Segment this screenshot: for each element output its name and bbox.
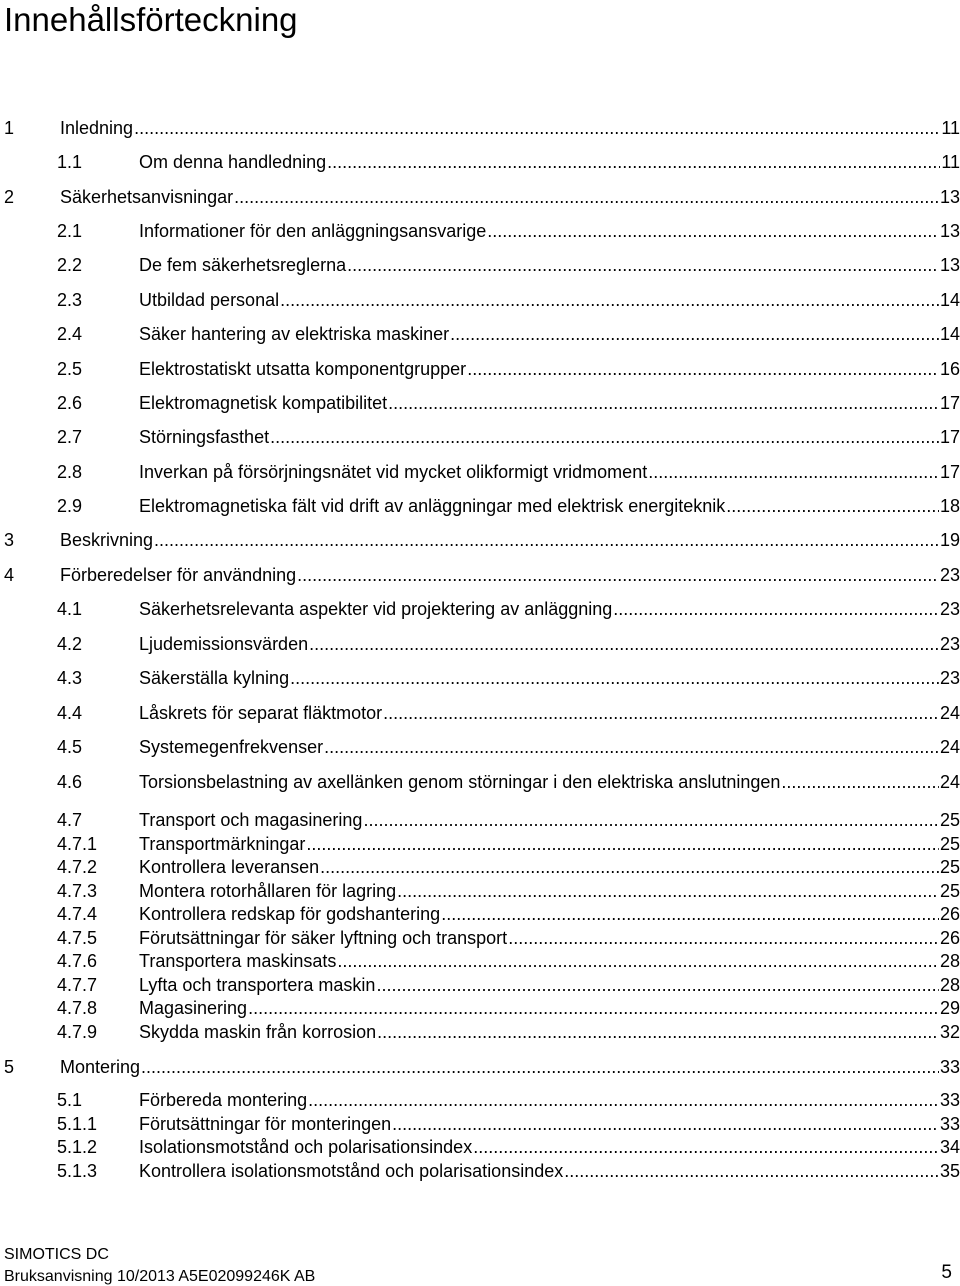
toc-entry-title[interactable]: Förutsättningar för säker lyftning och transport	[139, 928, 508, 948]
toc-entry-page: 33	[939, 1057, 960, 1077]
toc-entry[interactable]	[0, 993, 960, 1019]
toc-entry-page: 33	[939, 1114, 960, 1134]
toc-entry[interactable]	[0, 805, 960, 831]
toc-entry-number: 1	[4, 118, 15, 138]
toc-entry-page: 14	[939, 324, 960, 344]
toc-entry-number: 4.2	[57, 634, 83, 654]
toc-entry[interactable]	[0, 1156, 960, 1182]
toc-entry-page: 23	[939, 565, 960, 585]
toc-entry-title[interactable]: Säkerhetsrelevanta aspekter vid projektering av anläggning	[139, 599, 613, 619]
toc-entry[interactable]	[0, 1052, 960, 1078]
toc-entry-page: 24	[939, 703, 960, 723]
toc-entry-number: 4.5	[57, 737, 83, 757]
toc-entry-page: 11	[941, 118, 960, 138]
toc-entry[interactable]	[0, 663, 960, 689]
toc-entry-title[interactable]: De fem säkerhetsreglerna	[139, 255, 347, 275]
toc-entry-page: 13	[939, 221, 960, 241]
toc-entry-page: 18	[939, 496, 960, 516]
toc-entry[interactable]	[0, 767, 960, 793]
toc-entry-page: 24	[939, 772, 960, 792]
toc-entry-title[interactable]: Lyfta och transportera maskin	[139, 975, 376, 995]
toc-entry[interactable]	[0, 629, 960, 655]
toc-entry-title[interactable]: Om denna handledning	[139, 152, 327, 172]
toc-entry-number: 4.7.2	[57, 857, 98, 877]
toc-dot-leader	[473, 1136, 939, 1158]
toc-entry-number: 5.1	[57, 1090, 83, 1110]
toc-entry-number: 2.1	[57, 221, 83, 241]
toc-entry-number: 4.7.5	[57, 928, 98, 948]
toc-dot-leader	[270, 426, 939, 448]
toc-entry-page: 16	[939, 359, 960, 379]
toc-entry-number: 2.3	[57, 290, 83, 310]
toc-entry-number: 5.1.2	[57, 1137, 98, 1157]
toc-entry[interactable]	[0, 457, 960, 483]
toc-dot-leader	[297, 564, 939, 586]
toc-entry-number: 2.6	[57, 393, 83, 413]
toc-dot-leader	[388, 392, 939, 414]
toc-dot-leader	[134, 117, 940, 139]
toc-entry-title[interactable]: Torsionsbelastning av axellänken genom störningar i den elektriska anslutningen	[139, 772, 781, 792]
toc-entry-page: 23	[939, 634, 960, 654]
toc-entry-page: 23	[939, 599, 960, 619]
toc-entry-title[interactable]: Kontrollera leveransen	[139, 857, 320, 877]
toc-entry-title[interactable]: Säker hantering av elektriska maskiner	[139, 324, 450, 344]
toc-entry[interactable]	[0, 594, 960, 620]
toc-entry-title[interactable]: Elektromagnetiska fält vid drift av anläggningar med elektrisk energiteknik	[139, 496, 726, 516]
toc-entry[interactable]	[0, 560, 960, 586]
toc-dot-leader	[467, 358, 939, 380]
toc-entry[interactable]	[0, 422, 960, 448]
toc-entry-title[interactable]: Isolationsmotstånd och polarisationsindex	[139, 1137, 473, 1157]
toc-entry[interactable]	[0, 491, 960, 517]
toc-entry-title[interactable]: Inverkan på försörjningsnätet vid mycket olikformigt vridmoment	[139, 462, 648, 482]
toc-entry[interactable]	[0, 946, 960, 972]
toc-dot-leader	[309, 633, 939, 655]
toc-entry-number: 5.1.1	[57, 1114, 98, 1134]
toc-dot-leader	[141, 1056, 939, 1078]
toc-entry-page: 14	[939, 290, 960, 310]
toc-entry-page: 26	[939, 928, 960, 948]
toc-entry-page: 25	[939, 810, 960, 830]
toc-entry-title[interactable]: Låskrets för separat fläktmotor	[139, 703, 383, 723]
toc-dot-leader	[363, 809, 939, 831]
toc-entry-number: 2.2	[57, 255, 83, 275]
toc-entry[interactable]	[0, 319, 960, 345]
toc-entry[interactable]	[0, 354, 960, 380]
toc-entry-title[interactable]: Ljudemissionsvärden	[139, 634, 309, 654]
toc-entry-number: 4	[4, 565, 15, 585]
toc-dot-leader	[324, 736, 939, 758]
toc-entry[interactable]	[0, 698, 960, 724]
toc-entry-page: 13	[939, 255, 960, 275]
toc-entry[interactable]	[0, 250, 960, 276]
toc-entry[interactable]	[0, 899, 960, 925]
toc-dot-leader	[487, 220, 939, 242]
toc-dot-leader	[248, 997, 939, 1019]
toc-entry-title[interactable]: Transportmärkningar	[139, 834, 306, 854]
toc-entry-page: 28	[939, 975, 960, 995]
toc-entry-title[interactable]: Systemegenfrekvenser	[139, 737, 324, 757]
toc-dot-leader	[154, 529, 939, 551]
toc-entry-number: 2.7	[57, 427, 83, 447]
toc-entry[interactable]	[0, 732, 960, 758]
toc-dot-leader	[613, 598, 939, 620]
toc-entry-number: 4.3	[57, 668, 83, 688]
toc-entry-page: 24	[939, 737, 960, 757]
toc-entry-page: 19	[939, 530, 960, 550]
toc-entry-title[interactable]: Kontrollera redskap för godshantering	[139, 904, 441, 924]
toc-entry-number: 2.9	[57, 496, 83, 516]
toc-entry-number: 4.7.4	[57, 904, 98, 924]
toc-entry-title[interactable]: Förbereda montering	[139, 1090, 308, 1110]
toc-dot-leader	[337, 950, 939, 972]
toc-entry[interactable]	[0, 388, 960, 414]
footer-product: SIMOTICS DC	[4, 1246, 109, 1263]
toc-entry-title[interactable]: Elektrostatiskt utsatta komponentgrupper	[139, 359, 467, 379]
footer-document: Bruksanvisning 10/2013 A5E02099246K AB	[4, 1268, 316, 1285]
toc-entry-title[interactable]: Transportera maskinsats	[139, 951, 337, 971]
toc-dot-leader	[347, 254, 939, 276]
toc-entry[interactable]	[0, 525, 960, 551]
toc-entry-page: 28	[939, 951, 960, 971]
toc-entry-title[interactable]: Förutsättningar för monteringen	[139, 1114, 392, 1134]
toc-entry-page: 17	[939, 393, 960, 413]
toc-entry-page: 26	[939, 904, 960, 924]
page-title: Innehållsförteckning	[4, 1, 298, 38]
toc-entry[interactable]	[0, 113, 960, 139]
toc-entry-number: 4.7.3	[57, 881, 98, 901]
toc-entry-page: 33	[939, 1090, 960, 1110]
toc-entry-page: 23	[939, 668, 960, 688]
toc-dot-leader	[564, 1160, 939, 1182]
toc-dot-leader	[781, 771, 939, 793]
toc-entry-number: 3	[4, 530, 15, 550]
toc-entry-page: 34	[939, 1137, 960, 1157]
toc-entry-number: 2	[4, 187, 15, 207]
toc-entry[interactable]	[0, 1085, 960, 1111]
toc-entry-page: 25	[939, 881, 960, 901]
toc-entry-number: 1.1	[57, 152, 83, 172]
toc-entry-page: 17	[939, 462, 960, 482]
toc-entry-number: 5	[4, 1057, 15, 1077]
toc-entry-page: 11	[941, 152, 960, 172]
toc-entry-page: 25	[939, 857, 960, 877]
toc-dot-leader	[327, 151, 940, 173]
toc-dot-leader	[377, 1021, 939, 1043]
toc-dot-leader	[290, 667, 939, 689]
toc-dot-leader	[726, 495, 939, 517]
toc-dot-leader	[320, 856, 939, 878]
toc-entry-number: 2.8	[57, 462, 83, 482]
toc-entry-number: 4.7	[57, 810, 83, 830]
toc-entry-number: 4.6	[57, 772, 83, 792]
toc-entry-title[interactable]: Transport och magasinering	[139, 810, 363, 830]
toc-entry-number: 4.4	[57, 703, 83, 723]
toc-entry-title[interactable]: Inledning	[60, 118, 134, 138]
toc-dot-leader	[308, 1089, 939, 1111]
toc-entry-number: 5.1.3	[57, 1161, 98, 1181]
toc-dot-leader	[280, 289, 939, 311]
toc-entry-page: 17	[939, 427, 960, 447]
toc-entry-title[interactable]: Störningsfasthet	[139, 427, 270, 447]
toc-entry-page: 32	[939, 1022, 960, 1042]
toc-dot-leader	[450, 323, 939, 345]
toc-entry-title[interactable]: Informationer för den anläggningsansvarige	[139, 221, 487, 241]
toc-dot-leader	[383, 702, 939, 724]
toc-entry-title[interactable]: Utbildad personal	[139, 290, 280, 310]
toc-entry-title[interactable]: Säkerställa kylning	[139, 668, 290, 688]
toc-entry-page: 13	[939, 187, 960, 207]
toc-entry-page: 25	[939, 834, 960, 854]
toc-entry[interactable]	[0, 285, 960, 311]
footer-page-number: 5	[941, 1262, 952, 1283]
toc-entry-number: 2.4	[57, 324, 83, 344]
toc-entry-title[interactable]: Förberedelser för användning	[60, 565, 297, 585]
toc-entry-title[interactable]: Magasinering	[139, 998, 248, 1018]
toc-dot-leader	[234, 186, 939, 208]
toc-dot-leader	[648, 461, 939, 483]
toc-entry-title[interactable]: Elektromagnetisk kompatibilitet	[139, 393, 388, 413]
toc-entry-number: 4.7.1	[57, 834, 98, 854]
toc-entry-page: 29	[939, 998, 960, 1018]
toc-entry-title[interactable]: Säkerhetsanvisningar	[60, 187, 234, 207]
toc-entry[interactable]	[0, 852, 960, 878]
toc-entry-title[interactable]: Montera rotorhållaren för lagring	[139, 881, 397, 901]
toc-entry-number: 4.7.6	[57, 951, 98, 971]
toc-entry-title[interactable]: Beskrivning	[60, 530, 154, 550]
toc-dot-leader	[441, 903, 939, 925]
toc-entry[interactable]	[0, 1017, 960, 1043]
toc-entry[interactable]	[0, 216, 960, 242]
toc-entry-number: 4.7.9	[57, 1022, 98, 1042]
toc-entry-number: 4.7.7	[57, 975, 98, 995]
toc-entry-number: 4.1	[57, 599, 83, 619]
toc-entry-title[interactable]: Kontrollera isolationsmotstånd och polarisationsindex	[139, 1161, 564, 1181]
toc-entry[interactable]	[0, 182, 960, 208]
toc-entry-number: 4.7.8	[57, 998, 98, 1018]
toc-entry-page: 35	[939, 1161, 960, 1181]
toc-entry[interactable]	[0, 147, 960, 173]
toc-entry-title[interactable]: Skydda maskin från korrosion	[139, 1022, 377, 1042]
toc-entry-title[interactable]: Montering	[60, 1057, 141, 1077]
toc-entry[interactable]	[0, 1132, 960, 1158]
toc-entry-number: 2.5	[57, 359, 83, 379]
